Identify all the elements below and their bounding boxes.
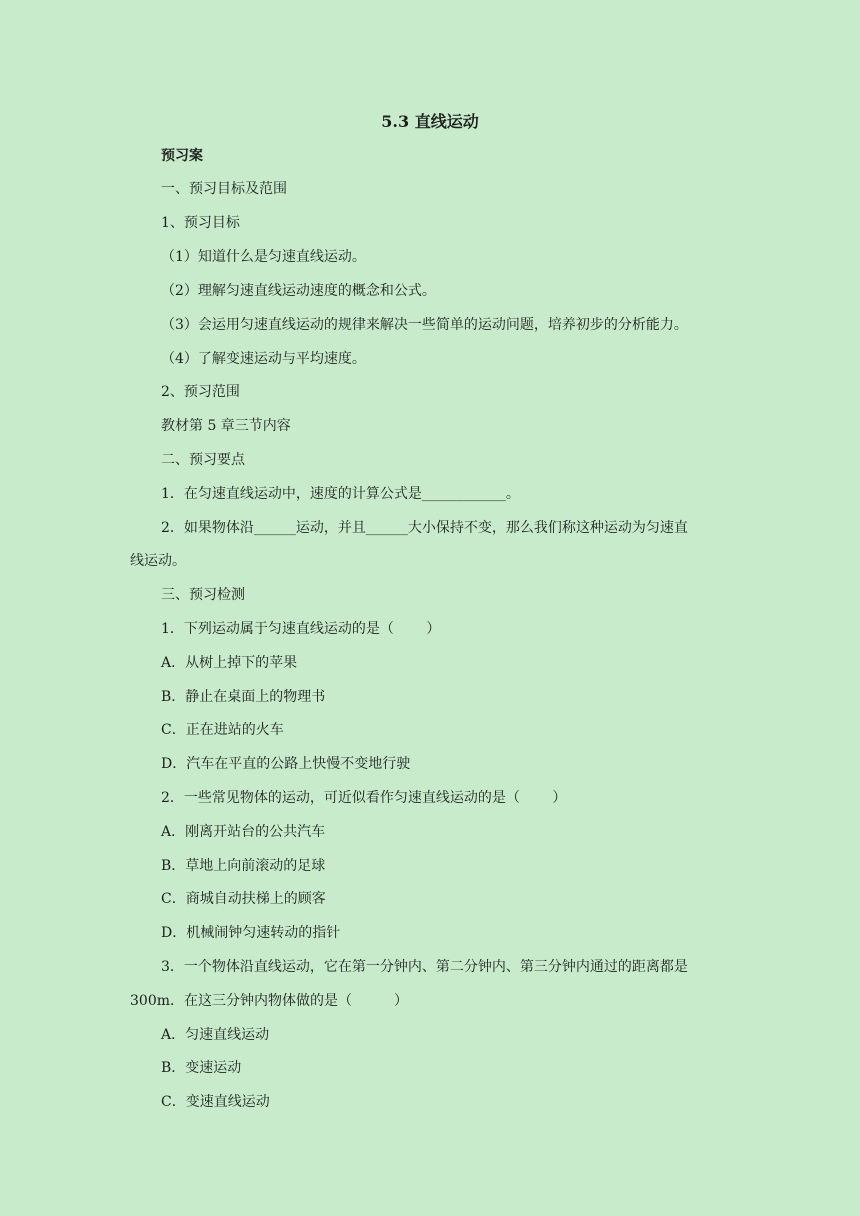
question-stem: 3．一个物体沿直线运动，它在第一分钟内、第二分钟内、第三分钟内通过的距离都是 [161,959,688,975]
heading-pre-check: 三、预习检测 [161,587,245,603]
scope-text: 教材第 5 章三节内容 [161,418,291,434]
answer-option: B．静止在桌面上的物理书 [161,689,326,705]
goal-item: （4）了解变速运动与平均速度。 [161,351,366,367]
answer-option: C．变速直线运动 [161,1094,270,1110]
heading-goals-and-scope: 一、预习目标及范围 [161,181,287,197]
goal-item: （1）知道什么是匀速直线运动。 [161,249,366,265]
goal-item: （3）会运用匀速直线运动的规律来解决一些简单的运动问题，培养初步的分析能力。 [161,317,688,333]
question-stem-continuation: 300m．在这三分钟内物体做的是（ ） [130,993,408,1009]
answer-option: A．从树上掉下的苹果 [161,655,298,671]
subheading-scope: 2、预习范围 [161,384,240,400]
page-title: 5.3 直线运动 [381,112,479,131]
answer-option: A．匀速直线运动 [161,1027,270,1043]
question-stem: 1．下列运动属于匀速直线运动的是（ ） [161,621,441,637]
subheading-goals: 1、预习目标 [161,215,240,231]
answer-option: B．草地上向前滚动的足球 [161,858,326,874]
answer-option: D．机械闹钟匀速转动的指针 [161,925,341,941]
goal-item: （2）理解匀速直线运动速度的概念和公式。 [161,283,436,299]
answer-option: A．刚离开站台的公共汽车 [161,824,326,840]
question-stem: 2．一些常见物体的运动，可近似看作匀速直线运动的是（ ） [161,790,567,806]
heading-key-points: 二、预习要点 [161,452,245,468]
answer-option: B．变速运动 [161,1060,242,1076]
fill-blank-question: 1．在匀速直线运动中，速度的计算公式是____________。 [161,486,520,502]
fill-blank-question: 2．如果物体沿______运动，并且______大小保持不变，那么我们称这种运动为匀速直 [161,520,688,536]
answer-option: D．汽车在平直的公路上快慢不变地行驶 [161,756,411,772]
answer-option: C．正在进站的火车 [161,722,284,738]
fill-blank-question-continuation: 线运动。 [130,553,186,569]
answer-option: C．商城自动扶梯上的顾客 [161,891,326,907]
section-heading: 预习案 [161,148,203,164]
